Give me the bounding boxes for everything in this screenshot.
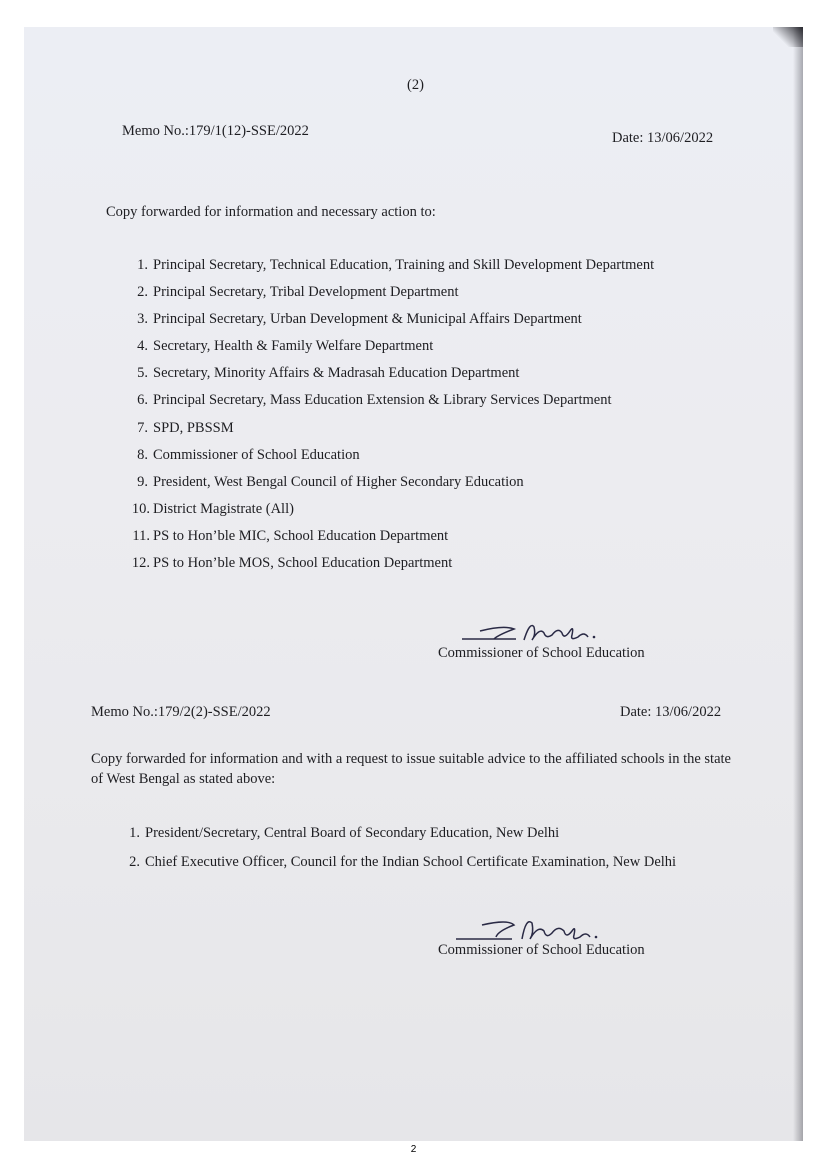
list-item: 1. President/Secretary, Central Board of Secondary Education, New Delhi (129, 825, 560, 841)
list-item: 12. PS to Hon’ble MOS, School Education Department (131, 555, 453, 572)
list-item: 3. Principal Secretary, Urban Development & Municipal Affairs Department (137, 311, 582, 328)
list-item: 1. Principal Secretary, Technical Education, Training and Skill Development Department (137, 257, 655, 273)
document-photo (24, 27, 803, 1141)
photo-corner-shadow (773, 27, 803, 47)
memo2-number: Memo No.:179/2(2)-SSE/2022 (91, 704, 271, 720)
memo1-date: Date: 13/06/2022 (612, 130, 714, 146)
list-item: 9. President, West Bengal Council of Higher Secondary Education (137, 473, 524, 490)
signatory-title-1: Commissioner of School Education (438, 645, 645, 661)
list-item: 5. Secretary, Minority Affairs & Madrasah Education Department (137, 365, 520, 382)
footer-page-number: 2 (410, 1144, 417, 1155)
list-item: 4. Secretary, Health & Family Welfare Department (137, 338, 434, 355)
list-item: 7. SPD, PBSSM (137, 419, 234, 436)
list-item: 11. PS to Hon’ble MIC, School Education Department (132, 527, 449, 544)
memo1-intro: Copy forwarded for information and necessary action to: (106, 204, 436, 220)
photo-edge-shadow (793, 27, 803, 1141)
list-item: 10. District Magistrate (All) (131, 500, 294, 517)
page-mark: (2) (407, 77, 424, 93)
memo2-date: Date: 13/06/2022 (620, 704, 722, 720)
memo2-intro: Copy forwarded for information and with a request to issue suitable advice to the affiliated schools in the state of West Bengal as stated above: (91, 751, 731, 787)
list-item: 2. Principal Secretary, Tribal Development Department (137, 284, 459, 301)
memo2-recipient-list (114, 824, 676, 882)
memo1-recipient-list (122, 256, 654, 581)
list-item: 8. Commissioner of School Education (137, 446, 360, 463)
signatory-title-2: Commissioner of School Education (438, 942, 645, 958)
list-item: 2. Chief Executive Officer, Council for the Indian School Certificate Examination, New Delhi (129, 854, 677, 870)
list-item: 6. Principal Secretary, Mass Education Extension & Library Services Department (137, 392, 612, 409)
memo1-number: Memo No.:179/1(12)-SSE/2022 (122, 123, 309, 139)
